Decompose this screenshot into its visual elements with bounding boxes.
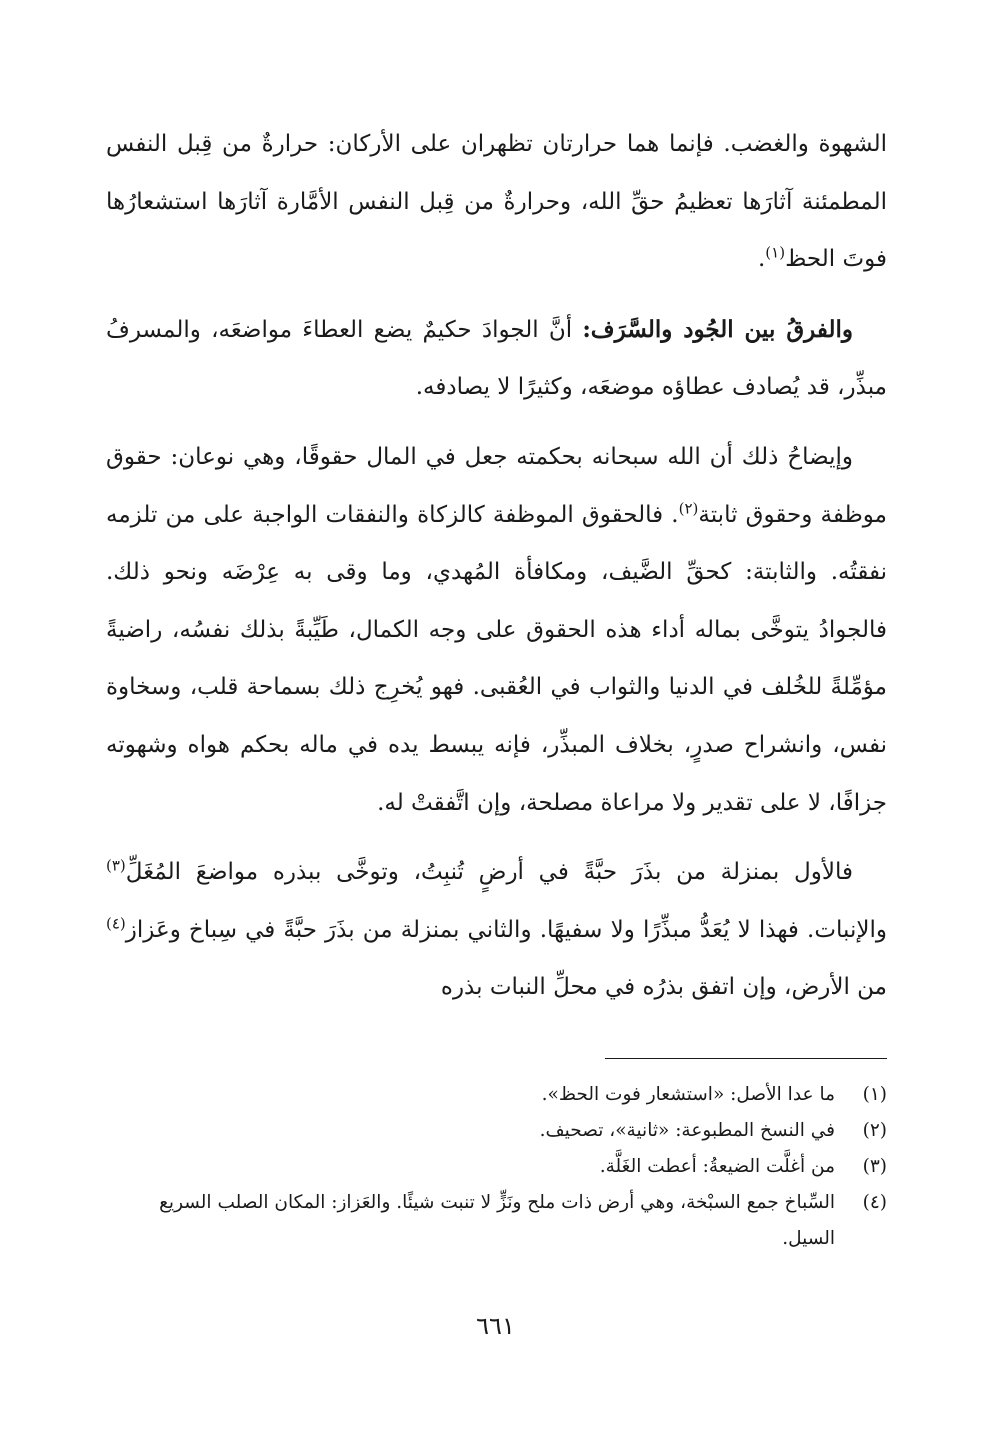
paragraph-lead-heading: والفرقُ بين الجُود والسَّرَف: [582,315,853,343]
page-number: ٦٦١ [476,1312,515,1340]
paragraph-text: فالأول بمنزلة من بذَرَ حبَّةً في أرضٍ تُنبِتُ، وتوخَّى ببذره مواضعَ المُغَلِّ [125,859,853,886]
footnote-number: (٢) [862,1120,887,1141]
footnote-text: من أغلَّت الضيعةُ: أعطت الغَلَّة. [599,1156,835,1177]
footnotes-section [110,1077,887,1257]
footnote [110,1149,887,1185]
footnote-text: ما عدا الأصل: «استشعار فوت الحظ». [541,1084,835,1105]
paragraph [106,116,887,289]
footnote-text: السِّباخ جمع السبْخة، وهي أرض ذات ملح ونَزٍّ لا تنبت شيئًا. والعَزاز: المكان الصلب السريع السيل. [159,1192,835,1249]
paragraph-text: وإيضاحُ ذلك أن الله سبحانه بحكمته جعل في المال حقوقًا، وهي نوعان: حقوق موظفة وحقوق ثابتة [106,443,887,528]
footnote-number: (١) [862,1084,887,1105]
footnote-number: (٤) [862,1192,887,1213]
footnote-divider [605,1058,887,1059]
footnote [110,1077,887,1113]
footnote-reference: (١) [765,243,786,262]
paragraph-text: والإنبات. فهذا لا يُعَدُّ مبذِّرًا ولا سفيهًا. والثاني بمنزلة من بذَرَ حبَّةً في سِباخ وعَزاز [125,916,887,943]
footnote [110,1185,887,1257]
paragraph-text: من الأرض، وإن اتفق بذرُه في محلِّ النبات بذره [440,974,887,1001]
footnote-reference: (٣) [106,856,126,875]
footnote-number: (٣) [862,1156,887,1177]
paragraph [106,429,887,832]
footnote-text: في النسخ المطبوعة: «ثانية»، تصحيف. [539,1120,835,1141]
main-text [106,116,887,1017]
paragraph [106,301,887,417]
paragraph-text: الشهوة والغضب. فإنما هما حرارتان تظهران على الأركان: حرارةٌ من قِبل النفس المطمئنة آثارَها تعظيمُ حقِّ الله، وحرارةٌ من قِبل النفس الأمَّارة آثارَها استشعارُها فوتَ الحظ [106,131,887,273]
paragraph [106,844,887,1017]
paragraph-text: . [757,246,766,273]
paragraph-text: أنَّ الجوادَ حكيمٌ يضع العطاءَ مواضعَه، والمسرفُ مبذِّر، قد يُصادف عطاؤه موضعَه، وكثيرًا لا يصادفه. [106,316,887,401]
footnote-reference: (٢) [678,498,699,517]
paragraph-text: . فالحقوق الموظفة كالزكاة والنفقات الواجبة على من تلزمه نفقتُه. والثابتة: كحقِّ الضَّيف، ومكافأة المُهدي، وما وقى به عِرْضَه ونحو ذلك. فالجوادُ يتوخَّى بماله أداء هذه الحقوق على وجه الكمال، طَيِّبةً بذلك نفسُه، راضيةً مؤمِّلةً للخُلف في الدنيا والثواب في العُقبى. فهو يُخرِج ذلك بسماحة قلب، وسخاوة نفس، وانشراح صدرٍ، بخلاف المبذِّر، فإنه يبسط يده في ماله بحكم هواه وشهوته جزافًا، لا على تقدير ولا مراعاة مصلحة، وإن اتَّفقتْ له. [106,501,887,816]
footnote [110,1113,887,1149]
footnote-reference: (٤) [106,914,126,933]
